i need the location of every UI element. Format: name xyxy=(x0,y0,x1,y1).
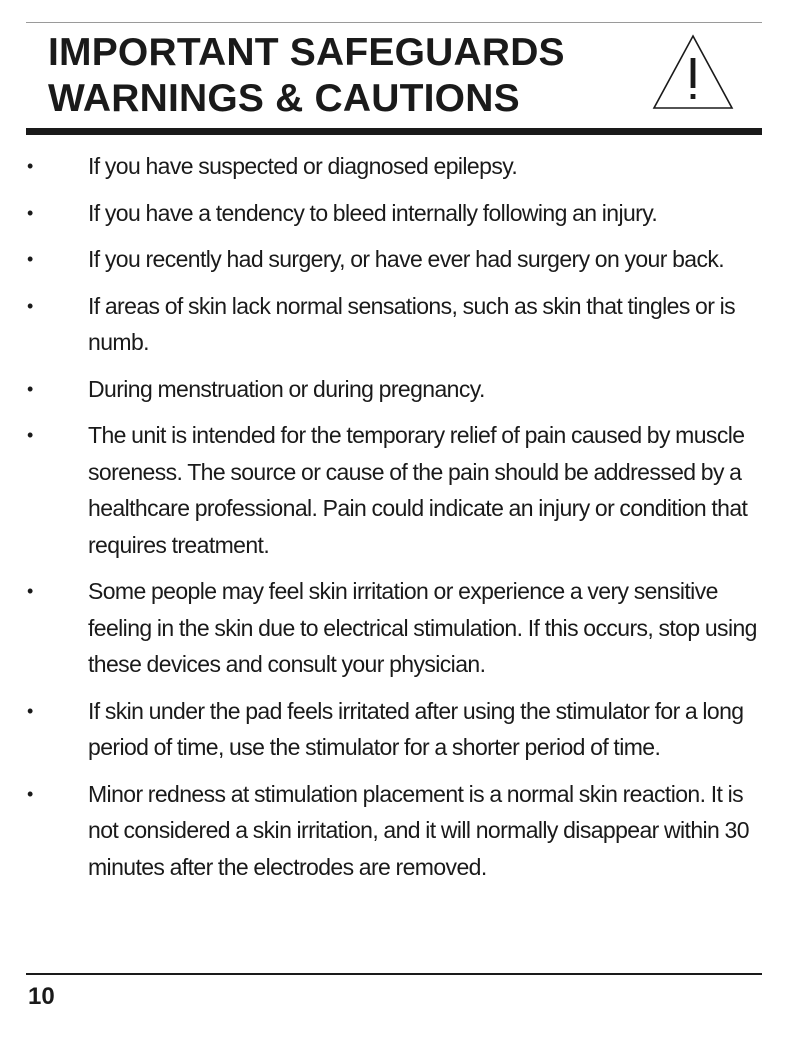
bullet-icon: • xyxy=(27,581,33,601)
list-item xyxy=(0,195,792,232)
footer-divider xyxy=(26,973,762,975)
header-divider xyxy=(26,128,762,135)
list-item xyxy=(0,148,792,185)
bullet-icon: • xyxy=(27,425,33,445)
page-title xyxy=(48,30,565,122)
bullet-icon: • xyxy=(27,783,33,804)
list-item-text: If areas of skin lack normal sensations, such as skin that tingles or is numb. xyxy=(88,292,736,355)
title-line-1: IMPORTANT SAFEGUARDS xyxy=(48,31,565,74)
bullet-icon: • xyxy=(27,700,33,721)
list-item-text: During menstruation or during pregnancy. xyxy=(88,375,485,402)
page-number: 10 xyxy=(28,983,55,1010)
list-item xyxy=(0,371,792,408)
warning-triangle-icon xyxy=(650,32,736,112)
list-item xyxy=(0,417,792,563)
list-item-text: If skin under the pad feels irritated after using the stimulator for a long period of time, use the stimulator for a shorter period of time. xyxy=(88,697,744,760)
list-item xyxy=(0,573,792,683)
bullet-icon: • xyxy=(27,295,33,316)
list-item-text: Minor redness at stimulation placement is a normal skin reaction. It is not considered a skin irritation, and it will normally disappear within 30 minutes after the electrodes are removed. xyxy=(88,780,749,880)
list-item-text: Some people may feel skin irritation or experience a very sensitive feeling in the skin due to electrical stimulation. If this occurs, stop using these devices and consult your physician. xyxy=(88,578,757,677)
list-item xyxy=(0,288,792,361)
list-item xyxy=(0,241,792,278)
bullet-icon: • xyxy=(27,378,33,399)
list-item-text: If you have suspected or diagnosed epilepsy. xyxy=(88,153,518,179)
title-line-2: WARNINGS & CAUTIONS xyxy=(48,77,520,120)
top-divider xyxy=(26,22,762,23)
bullet-icon: • xyxy=(27,249,33,269)
list-item-text: If you have a tendency to bleed internally following an injury. xyxy=(88,199,658,226)
bullet-icon: • xyxy=(27,156,33,176)
bullet-icon: • xyxy=(27,202,33,223)
list-item xyxy=(0,693,792,766)
warnings-list xyxy=(0,148,792,895)
list-item xyxy=(0,776,792,886)
page-header xyxy=(26,28,762,132)
list-item-text: The unit is intended for the temporary relief of pain caused by muscle soreness. The source or cause of the pain should be addressed by a healthcare professional. Pain could indicate an injury or condition that requires treatment. xyxy=(88,422,748,558)
list-item-text: If you recently had surgery, or have ever had surgery on your back. xyxy=(88,246,725,272)
